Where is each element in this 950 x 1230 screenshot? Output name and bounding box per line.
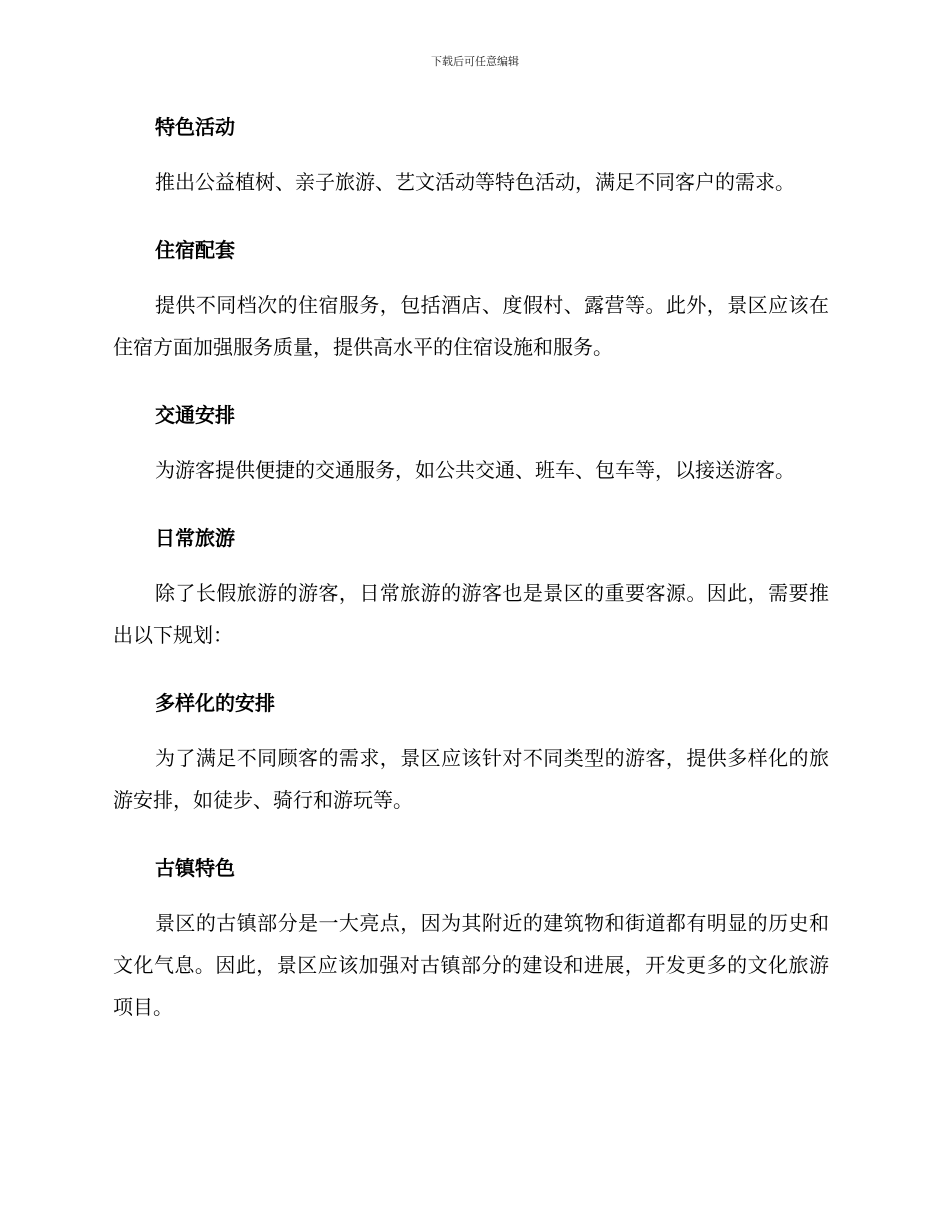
section-paragraph-special-activities: 推出公益植树、亲子旅游、艺文活动等特色活动，满足不同客户的需求。: [155, 170, 795, 194]
page-header: 下载后可任意编辑: [431, 55, 519, 68]
section-paragraph-transportation: 为游客提供便捷的交通服务，如公共交通、班车、包车等，以接送游客。: [155, 458, 795, 482]
section-heading-special-activities: 特色活动: [155, 115, 235, 139]
section-heading-ancient-town: 古镇特色: [155, 856, 235, 880]
section-paragraph-diversified-arrangements: 为了满足不同顾客的需求，景区应该针对不同类型的游客，提供多样化的旅游安排，如徒步、骑行和游玩等。: [113, 746, 829, 812]
section-heading-transportation: 交通安排: [155, 403, 235, 427]
document-body: [113, 106, 829, 1054]
section-heading-accommodation: 住宿配套: [155, 238, 235, 262]
section-heading-daily-tourism: 日常旅游: [155, 526, 235, 550]
section-paragraph-accommodation: 提供不同档次的住宿服务，包括酒店、度假村、露营等。此外，景区应该在住宿方面加强服务质量，提供高水平的住宿设施和服务。: [113, 293, 829, 359]
section-heading-diversified-arrangements: 多样化的安排: [155, 691, 275, 715]
section-paragraph-ancient-town: 景区的古镇部分是一大亮点，因为其附近的建筑物和街道都有明显的历史和文化气息。因此，景区应该加强对古镇部分的建设和进展，开发更多的文化旅游项目。: [113, 911, 829, 1019]
section-paragraph-daily-tourism: 除了长假旅游的游客，日常旅游的游客也是景区的重要客源。因此，需要推出以下规划：: [113, 581, 829, 647]
